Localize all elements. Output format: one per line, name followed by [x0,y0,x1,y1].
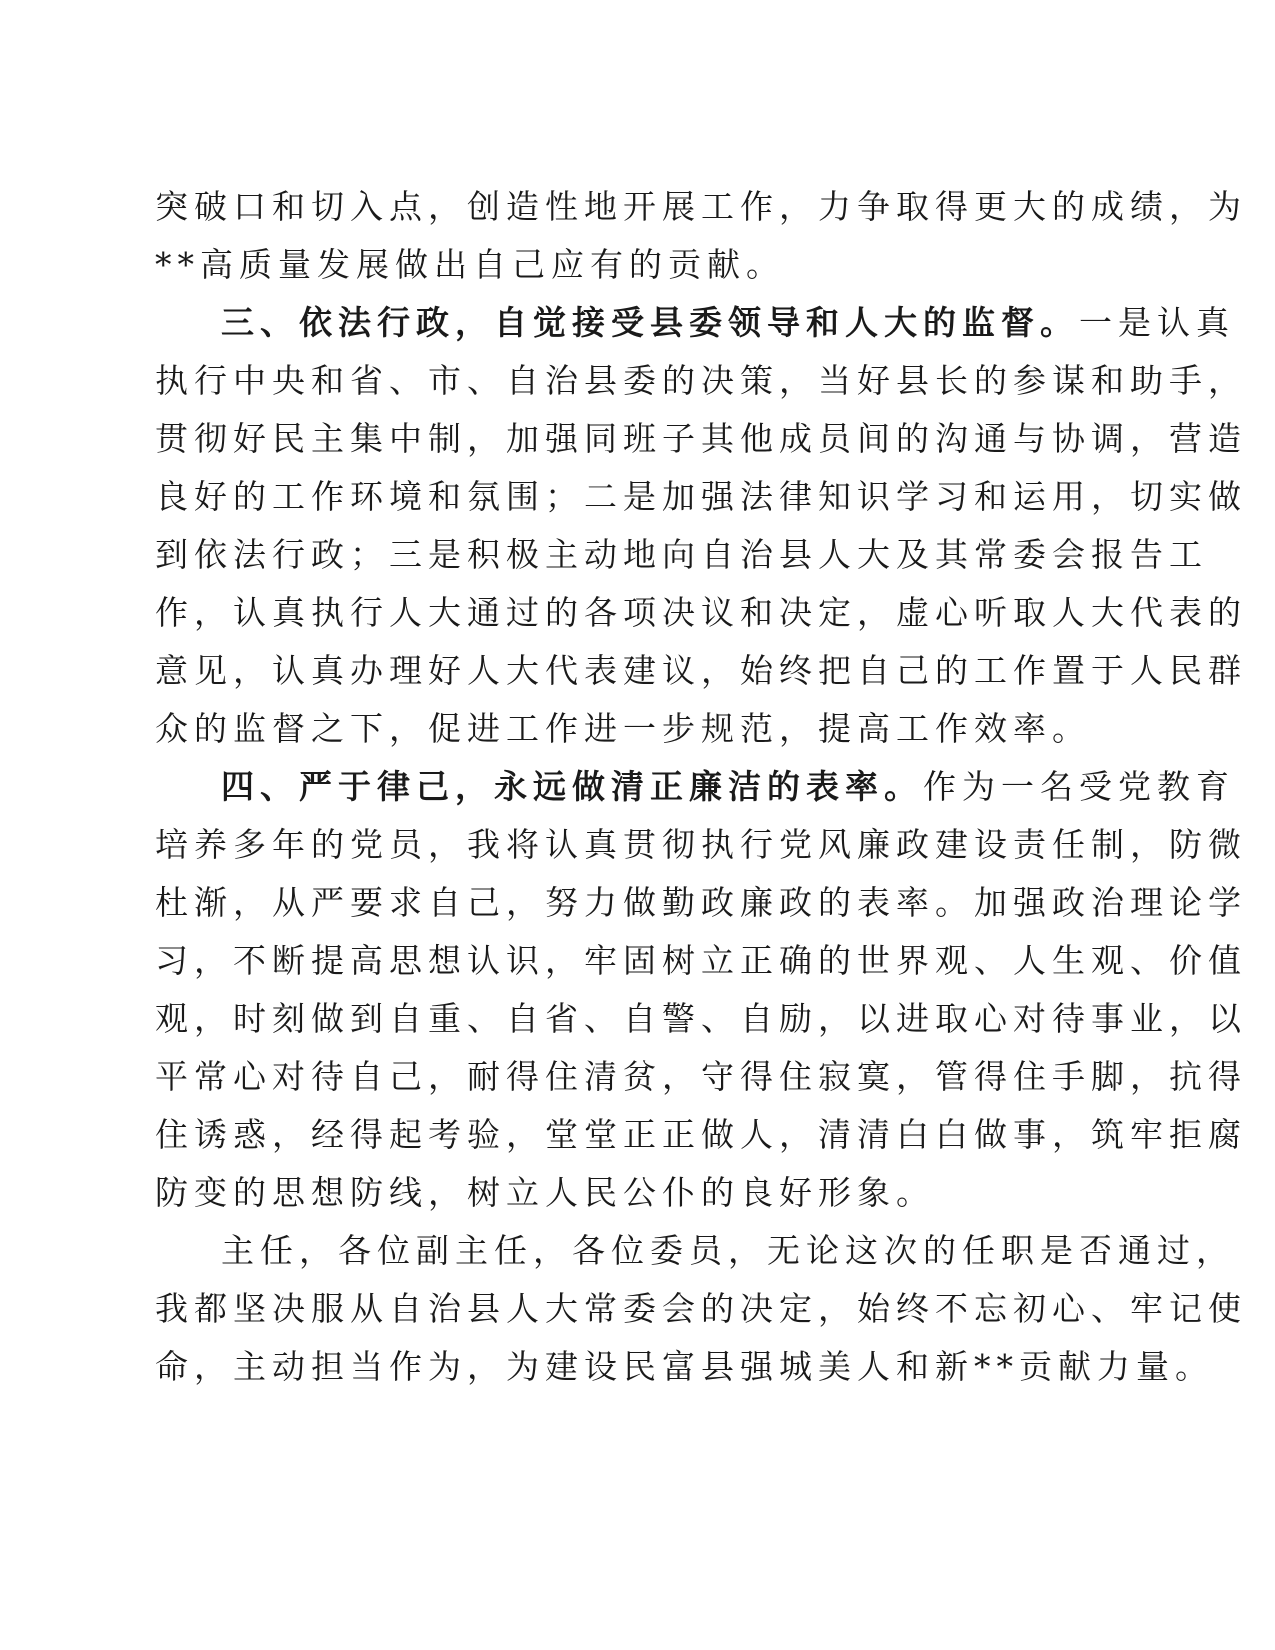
heading-trailing-text: 一是认真 [1079,303,1235,342]
text-line: 贯彻好民主集中制，加强同班子其他成员间的沟通与协调，营造 [155,419,1247,458]
text-line: 作，认真执行人大通过的各项决议和决定，虚心听取人大代表的 [155,593,1247,632]
text-line: **高质量发展做出自己应有的贡献。 [155,245,785,284]
paragraph-first-line [155,758,1235,816]
section-heading-3: 三、依法行政，自觉接受县委领导和人大的监督。 [221,303,1079,342]
text-line: 培养多年的党员，我将认真贯彻执行党风廉政建设责任制，防微 [155,825,1247,864]
text-line: 平常心对待自己，耐得住清贫，守得住寂寞，管得住手脚，抗得 [155,1057,1247,1096]
text-line: 良好的工作环境和氛围；二是加强法律知识学习和运用，切实做 [155,477,1247,516]
text-line: 我都坚决服从自治县人大常委会的决定，始终不忘初心、牢记使 [155,1289,1247,1328]
paragraph-first-line [155,294,1235,352]
text-line: 杜渐，从严要求自己，努力做勤政廉政的表率。加强政治理论学 [155,883,1247,922]
paragraph-rule-of-law [155,294,1247,758]
text-line: 突破口和切入点，创造性地开展工作，力争取得更大的成绩，为 [155,187,1247,226]
heading-trailing-text: 作为一名受党教育 [923,767,1235,806]
text-line: 住诱惑，经得起考验，堂堂正正做人，清清白白做事，筑牢拒腐 [155,1115,1247,1154]
text-line: 习，不断提高思想认识，牢固树立正确的世界观、人生观、价值 [155,941,1247,980]
paragraph-continuation [155,178,1247,294]
section-heading-4: 四、严于律己，永远做清正廉洁的表率。 [221,767,923,806]
text-line: 到依法行政；三是积极主动地向自治县人大及其常委会报告工 [155,535,1208,574]
paragraph-closing [155,1222,1247,1396]
text-line: 众的监督之下，促进工作进一步规范，提高工作效率。 [155,709,1091,748]
document-page [155,178,1247,1396]
text-line: 防变的思想防线，树立人民公仆的良好形象。 [155,1173,935,1212]
text-line: 意见，认真办理好人大代表建议，始终把自己的工作置于人民群 [155,651,1247,690]
paragraph-self-discipline [155,758,1247,1222]
text-line: 命，主动担当作为，为建设民富县强城美人和新**贡献力量。 [155,1347,1214,1386]
paragraph-first-line: 主任，各位副主任，各位委员，无论这次的任职是否通过， [221,1231,1235,1270]
text-line: 观，时刻做到自重、自省、自警、自励，以进取心对待事业，以 [155,999,1247,1038]
text-line: 执行中央和省、市、自治县委的决策，当好县长的参谋和助手， [155,361,1247,400]
